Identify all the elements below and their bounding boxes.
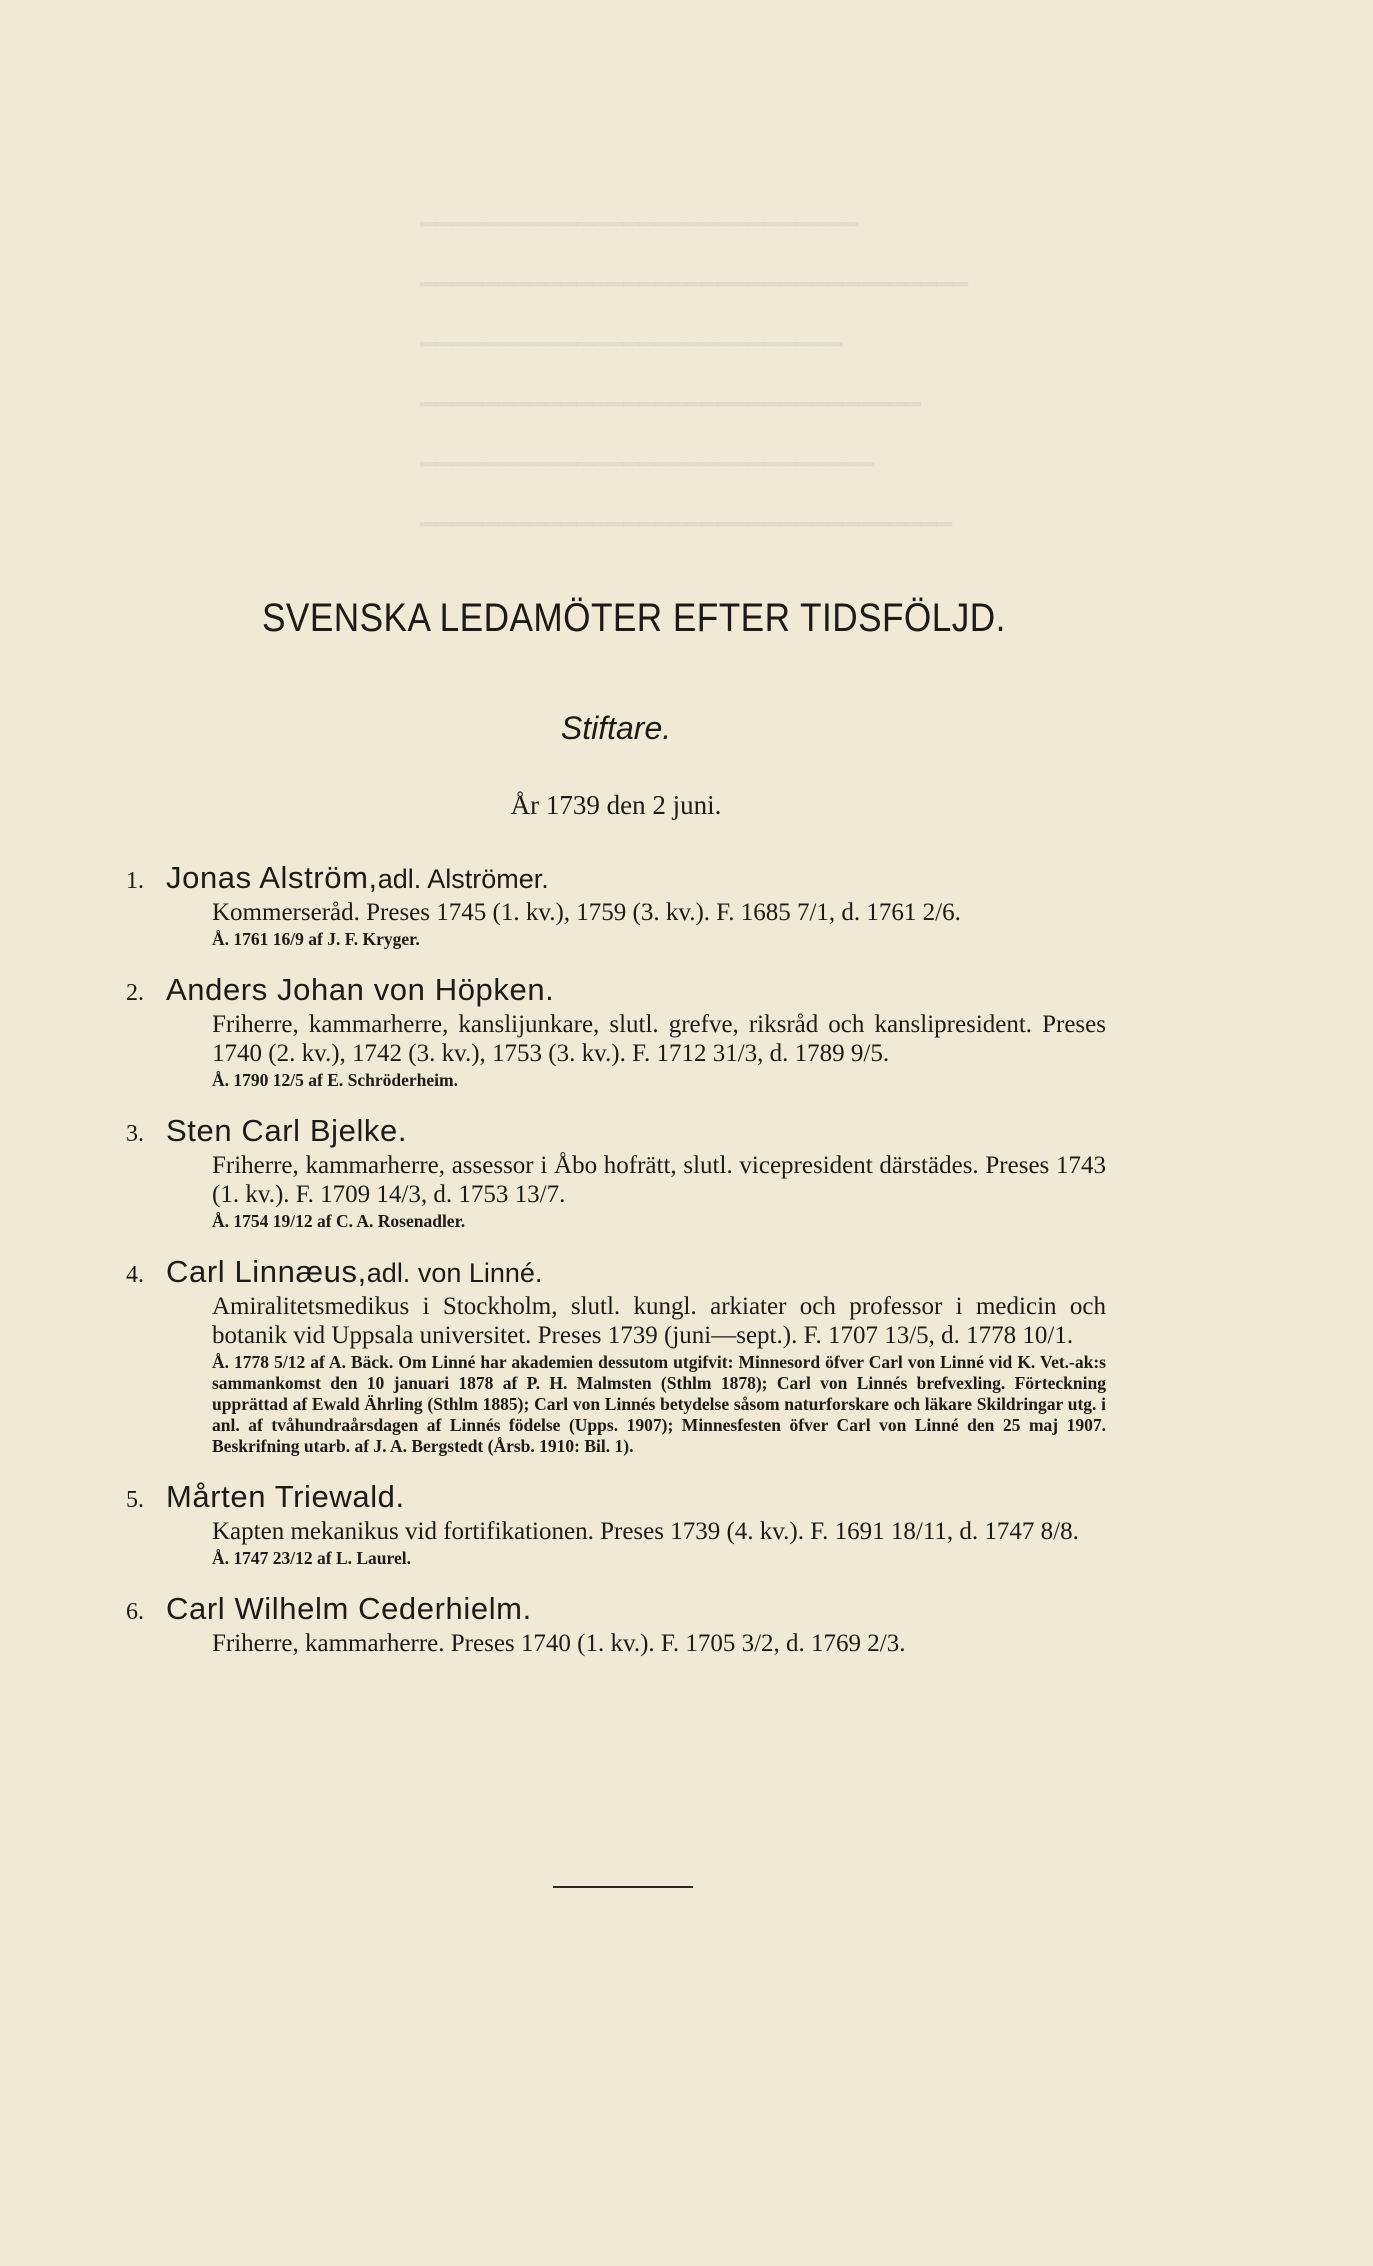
- show-through-text: ━━━━━━━━━━━━━━━━━━━━━━━━━━━━ ━━━━━━━━━━━━━━━━━━━━━━━━━━━━━━━━━━━ ━━━━━━━━━━━━━━━━━━━━━━━━━━━ ━━━━━━━━━━━━━━━━━━━━━━━━━━━━━━━━ ━━━━━━━━━━━━━━━━━━━━━━━━━━━━━ ━━━━━━━━━━━━━━━━━━━━━━━━━━━━━━━━━━: [420, 210, 968, 539]
- section-title: Stiftare.: [560, 710, 672, 746]
- member-entry: [126, 1113, 1106, 1232]
- member-name: Anders Johan von Höpken.: [166, 972, 555, 1007]
- member-description: Friherre, kammarherre, kanslijunkare, slutl. grefve, riksråd och kanslipresident. Preses 1740 (2. kv.), 1742 (3. kv.), 1753 (3. kv.). F. 1712 31/3, d. 1789 9/5.: [212, 1011, 1106, 1067]
- member-description: Friherre, kammarherre. Preses 1740 (1. kv.). F. 1705 3/2, d. 1769 2/3.: [212, 1630, 906, 1657]
- entry-number: 6.: [126, 1599, 144, 1625]
- date-line: År 1739 den 2 juni.: [510, 790, 722, 820]
- member-name: Carl Wilhelm Cederhielm.: [166, 1591, 532, 1626]
- member-list: [126, 860, 1106, 1680]
- member-note: Å. 1790 12/5 af E. Schröderheim.: [212, 1070, 458, 1090]
- member-note: Å. 1778 5/12 af A. Bäck. Om Linné har akademien dessutom utgifvit: Minnesord öfver Carl von Linné vid K. Vet.-ak:s sammankomst den 10 januari 1878 af P. H. Malmsten (Sthlm 1878); Carl von Linnés brefvexling. Förteckning upprättad af Ewald Ährling (Sthlm 1885); Carl von Linnés betydelse såsom naturforskare och läkare Skildringar utg. i anl. af tvåhundraårsdagen af Linnés födelse (Upps. 1907); Minnesfesten öfver Carl von Linné den 25 maj 1907. Beskrifning utarb. af J. A. Bergstedt (Årsb. 1910: Bil. 1).: [212, 1352, 1106, 1456]
- member-name-suffix: adl. von Linné.: [366, 1258, 543, 1288]
- member-entry: [126, 972, 1106, 1091]
- member-entry: [126, 1479, 1106, 1569]
- entry-number: 5.: [126, 1487, 144, 1513]
- member-name: Mårten Triewald.: [166, 1479, 405, 1514]
- entry-number: 2.: [126, 980, 144, 1006]
- member-name: Carl Linnæus,: [166, 1254, 367, 1289]
- member-entry: [126, 860, 1106, 950]
- closing-rule: [553, 1886, 693, 1888]
- member-note: Å. 1754 19/12 af C. A. Rosenadler.: [212, 1211, 466, 1231]
- page-title: SVENSKA LEDAMÖTER EFTER TIDSFÖLJD.: [262, 596, 1006, 640]
- member-description: Kommerseråd. Preses 1745 (1. kv.), 1759 (3. kv.). F. 1685 7/1, d. 1761 2/6.: [212, 899, 961, 926]
- member-description: Amiralitetsmedikus i Stockholm, slutl. kungl. arkiater och professor i medicin och botanik vid Uppsala universitet. Preses 1739 (juni—sept.). F. 1707 13/5, d. 1778 10/1.: [212, 1293, 1106, 1349]
- entry-number: 4.: [126, 1262, 144, 1288]
- entry-number: 1.: [126, 868, 144, 894]
- member-name: Sten Carl Bjelke.: [166, 1113, 408, 1148]
- member-description: Kapten mekanikus vid fortifikationen. Preses 1739 (4. kv.). F. 1691 18/11, d. 1747 8/8.: [212, 1518, 1079, 1545]
- member-note: Å. 1747 23/12 af L. Laurel.: [212, 1548, 411, 1568]
- member-note: Å. 1761 16/9 af J. F. Kryger.: [212, 929, 420, 949]
- member-entry: [126, 1254, 1106, 1457]
- member-description: Friherre, kammarherre, assessor i Åbo hofrätt, slutl. vicepresident därstädes. Preses 1743 (1. kv.). F. 1709 14/3, d. 1753 13/7.: [212, 1152, 1106, 1208]
- member-entry: [126, 1591, 1106, 1658]
- member-name-suffix: adl. Alströmer.: [377, 864, 549, 894]
- member-name: Jonas Alström,: [166, 860, 378, 895]
- entry-number: 3.: [126, 1121, 144, 1147]
